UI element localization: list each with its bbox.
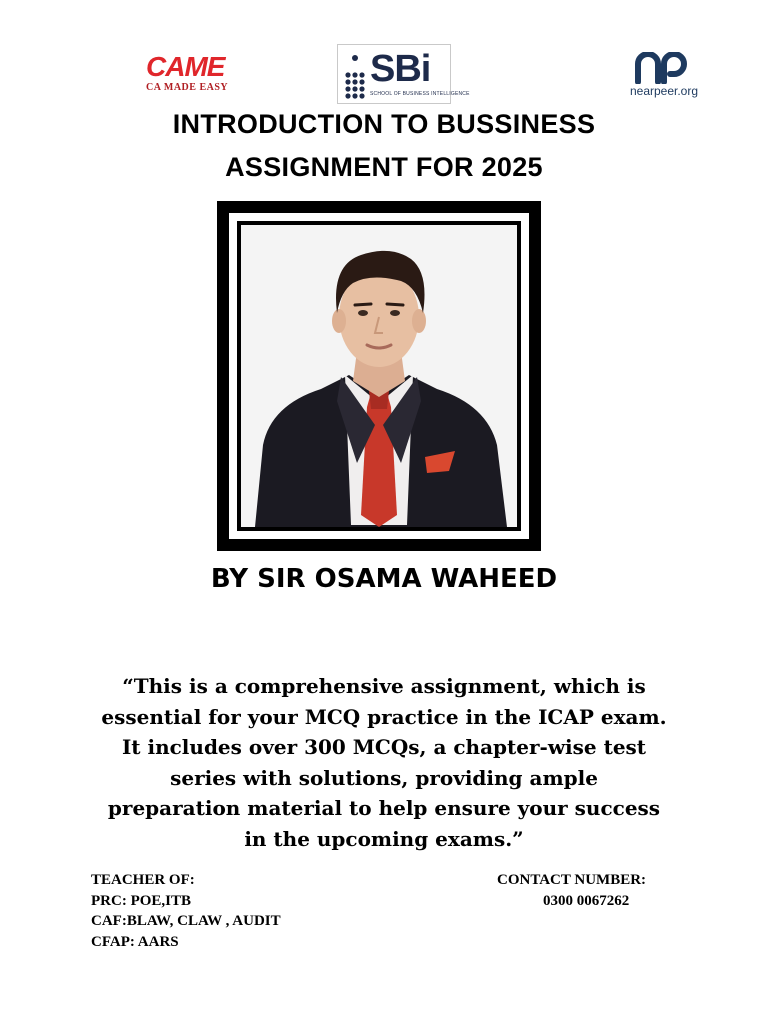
quote-line: preparation material to help ensure your success [107, 796, 661, 820]
quote-line: “This is a comprehensive assignment, which is [122, 674, 646, 698]
nearpeer-logo [616, 50, 712, 100]
teacher-line: PRC: POE,ITB [91, 892, 192, 909]
teacher-line: CAF:BLAW, CLAW , AUDIT [91, 913, 281, 929]
nearpeer-logo-text: nearpeer.org [629, 84, 699, 98]
title-line-2: ASSIGNMENT FOR 2025 [225, 152, 543, 182]
title-line-1: INTRODUCTION TO BUSSINESS [172, 109, 596, 139]
contact-info [497, 870, 646, 911]
teacher-line: CFAP: AARS [91, 933, 179, 950]
portrait-photo [241, 225, 517, 527]
came-logo-mark: CAME [146, 51, 225, 82]
came-logo [146, 51, 229, 98]
portrait-frame [217, 201, 541, 551]
contact-heading: CONTACT NUMBER: [497, 872, 647, 888]
contact-number: 0300 0067262 [543, 892, 630, 909]
sbi-logo-mark: SBi [370, 48, 431, 90]
teacher-heading: TEACHER OF: [91, 872, 195, 888]
teacher-info [91, 870, 281, 952]
portrait-illustration [241, 225, 517, 527]
sbi-dots-icon [342, 53, 368, 99]
author-line: BY SIR OSAMA WAHEED [210, 564, 558, 594]
sbi-logo-tagline: SCHOOL OF BUSINESS INTELLIGENCE [370, 91, 470, 97]
quote-line: in the upcoming exams.” [244, 826, 524, 851]
nearpeer-mark-icon [634, 52, 690, 84]
sbi-logo [337, 44, 470, 104]
quote-line: series with solutions, providing ample [170, 765, 598, 790]
came-logo-tagline: CA MADE EASY [146, 82, 229, 93]
quote-line: It includes over 300 MCQs, a chapter-wise test [121, 735, 647, 759]
quote-line: essential for your MCQ practice in the ICAP exam. [101, 704, 667, 729]
description-quote [60, 671, 708, 854]
